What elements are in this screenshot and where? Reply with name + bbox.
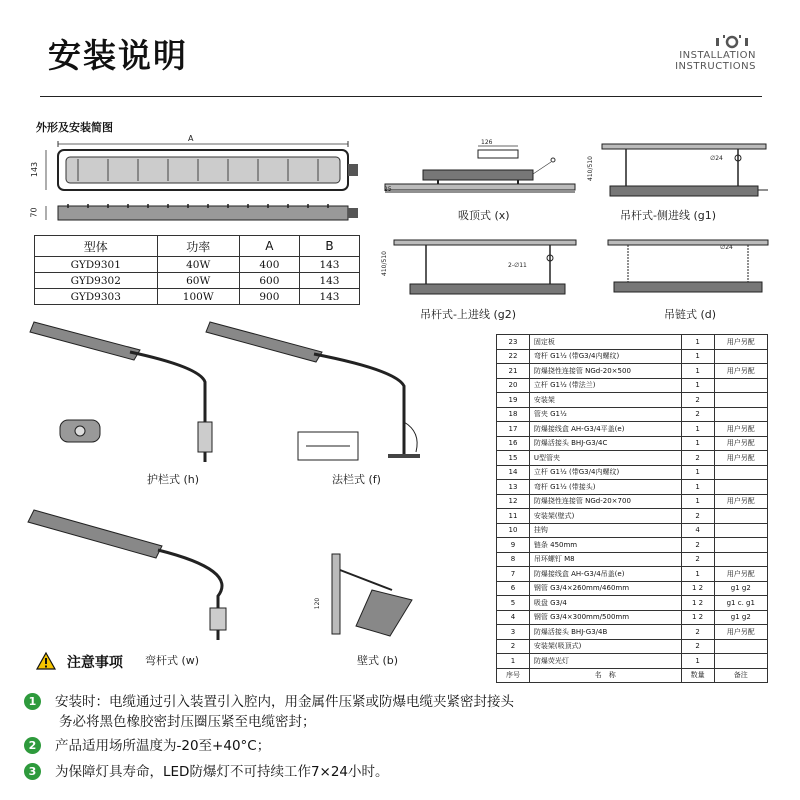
parts-cell: 安装架 [529, 393, 681, 408]
parts-cell: 2 [681, 625, 714, 640]
parts-cell: 12 [497, 494, 530, 509]
table-row [497, 494, 768, 509]
parts-cell: g1 g2 [714, 610, 767, 625]
parts-cell [714, 509, 767, 524]
note-item-2 [24, 736, 270, 756]
parts-cell: 挂钩 [529, 523, 681, 538]
table-row [497, 523, 768, 538]
table-row [497, 378, 768, 393]
parts-cell: 用户另配 [714, 364, 767, 379]
parts-cell: 4 [681, 523, 714, 538]
spec-cell: 143 [299, 273, 359, 289]
parts-cell: 防爆活接头 BHJ-G3/4C [529, 436, 681, 451]
spec-cell: 600 [239, 273, 299, 289]
dim-410-label: 410/510 [586, 156, 594, 181]
notes-header [36, 652, 123, 672]
parts-cell: 1 [681, 494, 714, 509]
caption-b: 壁式 (b) [357, 654, 399, 667]
parts-cell: 用户另配 [714, 436, 767, 451]
parts-cell: 7 [497, 567, 530, 582]
parts-cell: 2 [681, 552, 714, 567]
note-number: 1 [24, 693, 41, 710]
parts-cell: 1 [681, 654, 714, 669]
parts-cell: 4 [497, 610, 530, 625]
spec-table-header [35, 236, 360, 257]
parts-cell: 2 [497, 639, 530, 654]
spec-cell: 60W [157, 273, 239, 289]
table-row [497, 567, 768, 582]
parts-cell: 1 [681, 335, 714, 350]
spec-cell: GYD9303 [35, 289, 158, 305]
parts-cell: 序号 [497, 668, 530, 683]
section-title: 外形及安装简图 [36, 121, 113, 134]
parts-cell: 吸盘 G3/4 [529, 596, 681, 611]
parts-cell: 1 [681, 378, 714, 393]
dim-h1-label: 143 [30, 161, 40, 178]
spec-header-cell: B [299, 236, 359, 257]
note-number: 3 [24, 763, 41, 780]
table-row [497, 509, 768, 524]
logo-icon [714, 34, 754, 48]
parts-cell: 用户另配 [714, 451, 767, 466]
parts-cell [714, 639, 767, 654]
parts-cell: g1 c. g1 [714, 596, 767, 611]
note-item-3 [24, 762, 389, 782]
table-row [497, 654, 768, 669]
parts-cell: 18 [497, 407, 530, 422]
parts-cell: 13 [497, 480, 530, 495]
caption-f: 法栏式 (f) [332, 473, 381, 486]
parts-cell: 2 [681, 639, 714, 654]
page-title: 安装说明 [48, 36, 188, 75]
parts-cell: 防爆荧光灯 [529, 654, 681, 669]
table-row [35, 273, 360, 289]
note-item-1 [24, 692, 514, 732]
parts-cell [714, 465, 767, 480]
parts-cell: 链条 450mm [529, 538, 681, 553]
parts-cell: 14 [497, 465, 530, 480]
table-row [497, 335, 768, 350]
dim-410-label-2: 410/510 [380, 251, 388, 276]
table-row [497, 596, 768, 611]
parts-cell: 弯杆 G1½ (带G3/4内螺纹) [529, 349, 681, 364]
parts-cell: 1 2 [681, 596, 714, 611]
logo-line2: INSTRUCTIONS [675, 61, 756, 72]
parts-cell: 用户另配 [714, 625, 767, 640]
table-row [497, 625, 768, 640]
parts-cell: 数量 [681, 668, 714, 683]
chain-mount-drawing [604, 238, 772, 302]
dim-24-label: ∅24 [710, 155, 723, 162]
spec-cell: 900 [239, 289, 299, 305]
warning-icon [36, 652, 56, 670]
wall-mount-drawing [312, 550, 432, 640]
parts-cell: 2 [681, 509, 714, 524]
parts-cell: 1 [681, 422, 714, 437]
parts-cell: 2 [681, 407, 714, 422]
parts-cell: 3 [497, 625, 530, 640]
dim-120-label: 120 [314, 597, 322, 610]
spec-table [34, 235, 360, 305]
parts-cell: 2 [681, 538, 714, 553]
parts-cell: 8 [497, 552, 530, 567]
spec-header-cell: A [239, 236, 299, 257]
parts-cell: 22 [497, 349, 530, 364]
dim-126-label: 126 [481, 139, 493, 146]
parts-cell: 1 [681, 364, 714, 379]
parts-cell: 15 [497, 451, 530, 466]
caption-x: 吸顶式 (x) [458, 209, 510, 222]
curved-pole-drawing [28, 500, 268, 640]
spec-header-cell: 型体 [35, 236, 158, 257]
parts-cell: 安装架(壁式) [529, 509, 681, 524]
parts-cell [714, 393, 767, 408]
parts-cell: 19 [497, 393, 530, 408]
notes-title: 注意事项 [66, 655, 123, 671]
parts-cell: 5 [497, 596, 530, 611]
parts-cell [714, 378, 767, 393]
table-row [497, 364, 768, 379]
parts-cell: 1 [681, 480, 714, 495]
table-row [497, 407, 768, 422]
parts-cell: 2 [681, 393, 714, 408]
parts-cell: 1 [497, 654, 530, 669]
parts-cell: 备注 [714, 668, 767, 683]
parts-cell: 安装架(吸顶式) [529, 639, 681, 654]
parts-table-footer [497, 668, 768, 683]
caption-g2: 吊杆式-上进线 (g2) [420, 308, 517, 321]
table-row [497, 581, 768, 596]
parts-cell: 钢管 G3/4×260mm/460mm [529, 581, 681, 596]
caption-g1: 吊杆式-侧进线 (g1) [620, 209, 717, 222]
table-row [497, 639, 768, 654]
parts-cell: U型管夹 [529, 451, 681, 466]
parts-cell: 21 [497, 364, 530, 379]
parts-cell: 11 [497, 509, 530, 524]
table-row [35, 289, 360, 305]
parts-cell: 6 [497, 581, 530, 596]
flange-mount-drawing [206, 312, 436, 462]
parts-cell: 弯杆 G1½ (带接头) [529, 480, 681, 495]
parts-cell: 名 称 [529, 668, 681, 683]
parts-cell: 23 [497, 335, 530, 350]
table-row [497, 349, 768, 364]
table-row [497, 480, 768, 495]
parts-cell: 1 2 [681, 581, 714, 596]
parts-cell [714, 552, 767, 567]
parts-cell: 1 2 [681, 610, 714, 625]
table-row [497, 552, 768, 567]
dim-a-label: A [188, 134, 194, 143]
dim-h2-label: 70 [29, 207, 39, 218]
parts-cell: g1 g2 [714, 581, 767, 596]
table-row [497, 422, 768, 437]
note-text: 安装时：电缆通过引入装置引入腔内，用金属件压紧或防爆电缆夹紧密封接头 [55, 694, 514, 710]
table-row [497, 451, 768, 466]
parts-cell [714, 538, 767, 553]
parts-cell: 用户另配 [714, 494, 767, 509]
parts-cell: 10 [497, 523, 530, 538]
logo-line1: INSTALLATION [679, 50, 756, 61]
parts-cell: 1 [681, 349, 714, 364]
parts-cell: 立杆 G1½ (带法兰) [529, 378, 681, 393]
parts-cell: 用户另配 [714, 422, 767, 437]
note-number: 2 [24, 737, 41, 754]
table-row [35, 257, 360, 273]
table-row [497, 393, 768, 408]
parts-cell: 防爆接线盒 AH-G3/4平盖(e) [529, 422, 681, 437]
parts-cell [714, 407, 767, 422]
parts-cell: 1 [681, 465, 714, 480]
spec-cell: 143 [299, 257, 359, 273]
ceiling-mount-drawing [383, 140, 583, 210]
caption-w: 弯杆式 (w) [145, 654, 200, 667]
parts-table [496, 334, 768, 683]
dim-24-label-2: ∅24 [720, 244, 733, 251]
parts-cell: 2 [681, 451, 714, 466]
parts-cell: 16 [497, 436, 530, 451]
spec-cell: 40W [157, 257, 239, 273]
logo-text [675, 50, 756, 72]
parts-cell: 9 [497, 538, 530, 553]
parts-cell: 防爆挠性连接管 NGd-20×500 [529, 364, 681, 379]
parts-cell [714, 480, 767, 495]
parts-cell: 17 [497, 422, 530, 437]
parts-cell: 用户另配 [714, 567, 767, 582]
table-row [497, 436, 768, 451]
dim-25-label: 25 [384, 186, 392, 193]
parts-cell: 防爆挠性连接管 NGd-20×700 [529, 494, 681, 509]
spec-cell: 400 [239, 257, 299, 273]
spec-header-cell: 功率 [157, 236, 239, 257]
note-text: 产品适用场所温度为-20至+40°C； [55, 738, 271, 754]
table-row [497, 538, 768, 553]
spec-cell: 100W [157, 289, 239, 305]
parts-cell: 管夹 G1½ [529, 407, 681, 422]
parts-cell: 钢管 G3/4×300mm/500mm [529, 610, 681, 625]
dim-11-label: 2-∅11 [508, 262, 527, 269]
pendant-top-drawing [390, 238, 580, 306]
parts-cell: 防爆接线盒 AH-G3/4吊盖(e) [529, 567, 681, 582]
parts-cell: 立杆 G1½ (带G3/4内螺纹) [529, 465, 681, 480]
parts-cell: 20 [497, 378, 530, 393]
note-text: 为保障灯具寿命，LED防爆灯不可持续工作7×24小时。 [55, 764, 389, 780]
header-divider [40, 96, 762, 97]
parts-cell: 吊环螺钉 M8 [529, 552, 681, 567]
parts-cell: 1 [681, 567, 714, 582]
parts-cell: 固定板 [529, 335, 681, 350]
parts-cell: 用户另配 [714, 335, 767, 350]
table-row [497, 610, 768, 625]
spec-cell: GYD9302 [35, 273, 158, 289]
table-row [497, 465, 768, 480]
spec-cell: 143 [299, 289, 359, 305]
parts-cell: 防爆活接头 BHJ-G3/4B [529, 625, 681, 640]
note-text-continued: 务必将黑色橡胶密封压圈压紧至电缆密封； [59, 714, 316, 730]
parts-cell [714, 349, 767, 364]
caption-h: 护栏式 (h) [147, 473, 200, 486]
caption-d: 吊链式 (d) [664, 308, 717, 321]
lamp-outline-drawing [28, 138, 363, 230]
spec-cell: GYD9301 [35, 257, 158, 273]
parts-cell [714, 523, 767, 538]
parts-cell [714, 654, 767, 669]
pendant-side-drawing [598, 142, 770, 210]
parts-cell: 1 [681, 436, 714, 451]
